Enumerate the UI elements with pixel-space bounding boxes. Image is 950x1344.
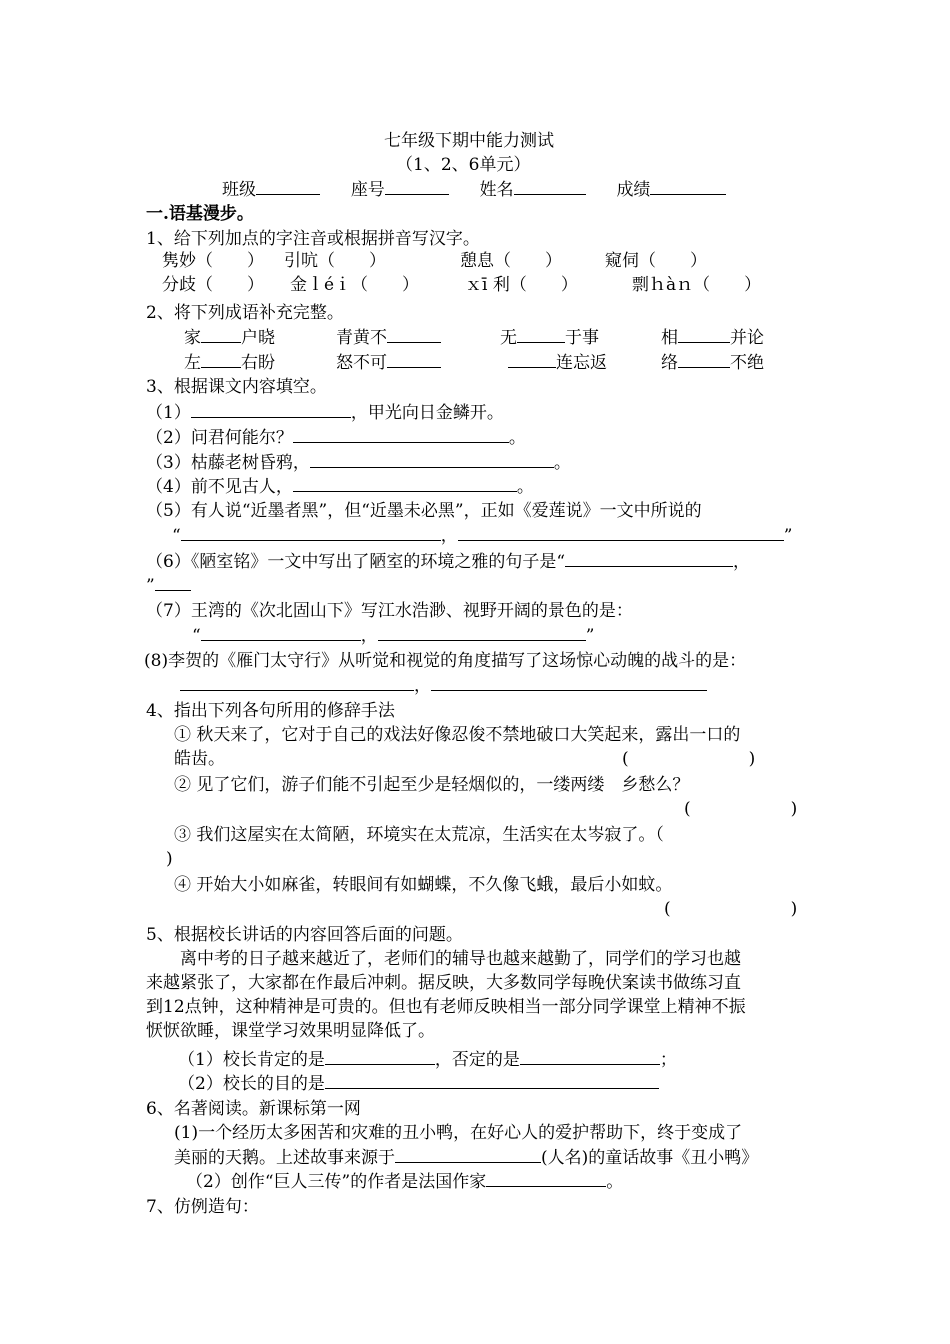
idiom-item: 青黄不 [336, 326, 441, 349]
seat-blank[interactable] [385, 178, 449, 195]
rhetoric-sentence-2: ② 见了它们，游子们能不引起至少是轻烟似的，一缕两缕 乡愁么？ [174, 775, 690, 795]
reading-line: (1)一个经历太多困苦和灾难的丑小鸭，在好心人的爱护帮助下，终于变成了 [174, 1123, 743, 1143]
question-6-prompt: 6、名著阅读。新课标第一网 [146, 1099, 361, 1119]
score-blank[interactable] [650, 178, 726, 195]
score-label: 成绩 [616, 180, 651, 200]
passage-line: 来越紧张了，大家都在作最后冲刺。据反映，大多数同学每晚伏案读书做练习直 [146, 973, 741, 993]
question-7-prompt: 7、仿例造句： [146, 1197, 259, 1217]
idiom-item: 相 并论 [661, 328, 764, 348]
idiom-item: 家 户晓 [184, 328, 275, 348]
passage-line: 恹恹欲睡，课堂学习效果明显降低了。 [146, 1021, 435, 1041]
question-4-prompt: 4、指出下列各句所用的修辞手法 [146, 701, 395, 721]
answer-line-2: （2）校长的目的是 [178, 1072, 659, 1095]
seat-label: 座号 [350, 180, 385, 200]
pinyin-item: 引吭（ ） [284, 251, 386, 271]
fill-line-2: （2）问君何能尔？ 。 [146, 428, 526, 448]
question-2-prompt: 2、将下列成语补充完整。 [146, 303, 344, 323]
fill-line-4: （4）前不见古人， 。 [146, 477, 534, 497]
page-subtitle: （1、2、6单元） [396, 155, 531, 175]
answer-line-1: （1）校长肯定的是 ，否定的是 ； [178, 1050, 677, 1070]
fill-line-6-end: ” [146, 574, 191, 597]
pinyin-item: 隽妙（ ） [162, 251, 264, 271]
reading-line: （2）创作“巨人三传”的作者是法国作家 。 [186, 1172, 624, 1192]
rhetoric-sentence-1-cont: 皓齿。 [174, 749, 225, 769]
fill-line-7-blanks: “ ， ” [192, 626, 595, 646]
fill-line-6: （6）《陋室铭》一文中写出了陋室的环境之雅的句子是“ ， [146, 552, 751, 572]
fill-line-8: (8)李贺的《雁门太守行》从听觉和视觉的角度描写了这场惊心动魄的战斗的是： [144, 651, 747, 671]
idiom-item: 络 不绝 [661, 353, 764, 373]
answer-paren-2[interactable]: ( ) [684, 799, 798, 819]
student-info-row [222, 178, 726, 201]
pinyin-item: 金ｌéｉ（ ） [290, 275, 420, 295]
idiom-item: 连忘返 [508, 351, 607, 374]
fill-line-5: （5）有人说“近墨者黑”，但“近墨未必黑”，正如《爱莲说》一文中所说的 [146, 501, 702, 521]
fill-line-7: （7）王湾的《次北固山下》写江水浩渺、视野开阔的景色的是： [146, 601, 633, 621]
pinyin-item: 剽ｈàｎ（ ） [632, 275, 762, 295]
passage-line: 到12点钟，这种精神是可贵的。但也有老师反映相当一部分同学课堂上精神不振 [146, 997, 746, 1017]
idiom-item: 左 右盼 [184, 353, 275, 373]
rhetoric-sentence-1: ① 秋天来了，它对于自己的戏法好像忍俊不禁地破口大笑起来，露出一口的 [174, 725, 741, 745]
idiom-item: 无 于事 [500, 328, 599, 348]
answer-paren-4[interactable]: ( ) [664, 899, 798, 919]
question-5-prompt: 5、根据校长讲话的内容回答后面的问题。 [146, 925, 463, 945]
reading-line: 美丽的天鹅。上述故事来源于 (人名)的童话故事《丑小鸭》 [174, 1148, 759, 1168]
question-1-prompt: 1、给下列加点的字注音或根据拼音写汉字。 [146, 229, 480, 249]
pinyin-item: ｘī 利（ ） [465, 275, 578, 295]
class-label: 班级 [222, 180, 256, 200]
page-title: 七年级下期中能力测试 [384, 131, 554, 151]
fill-line-1: （1） ，甲光向日金鳞开。 [146, 403, 504, 423]
pinyin-item: 分歧（ ） [162, 275, 264, 295]
name-blank[interactable] [514, 178, 586, 195]
rhetoric-sentence-4: ④ 开始大小如麻雀，转眼间有如蝴蝶，不久像飞蛾，最后小如蚊。 [174, 875, 673, 895]
rhetoric-sentence-3-end: ) [166, 849, 173, 869]
fill-line-8-blanks: ， [180, 674, 707, 697]
pinyin-item: 憩息（ ） [460, 251, 562, 271]
idiom-item: 怒不可 [336, 351, 441, 374]
class-blank[interactable] [256, 178, 320, 195]
rhetoric-sentence-3: ③ 我们这屋实在太简陋，环境实在太荒凉，生活实在太岑寂了。（ [174, 825, 664, 845]
name-label: 姓名 [479, 180, 514, 200]
fill-line-5-blanks: “ ， ” [172, 526, 793, 546]
passage-line: 离中考的日子越来越近了，老师们的辅导也越来越勤了，同学们的学习也越 [180, 949, 741, 969]
answer-paren-1[interactable]: ( ) [622, 749, 756, 769]
question-3-prompt: 3、根据课文内容填空。 [146, 377, 327, 397]
pinyin-item: 窥伺（ ） [605, 251, 707, 271]
fill-line-3: （3）枯藤老树昏鸦， 。 [146, 453, 571, 473]
section-heading: 一.语基漫步。 [146, 204, 254, 224]
